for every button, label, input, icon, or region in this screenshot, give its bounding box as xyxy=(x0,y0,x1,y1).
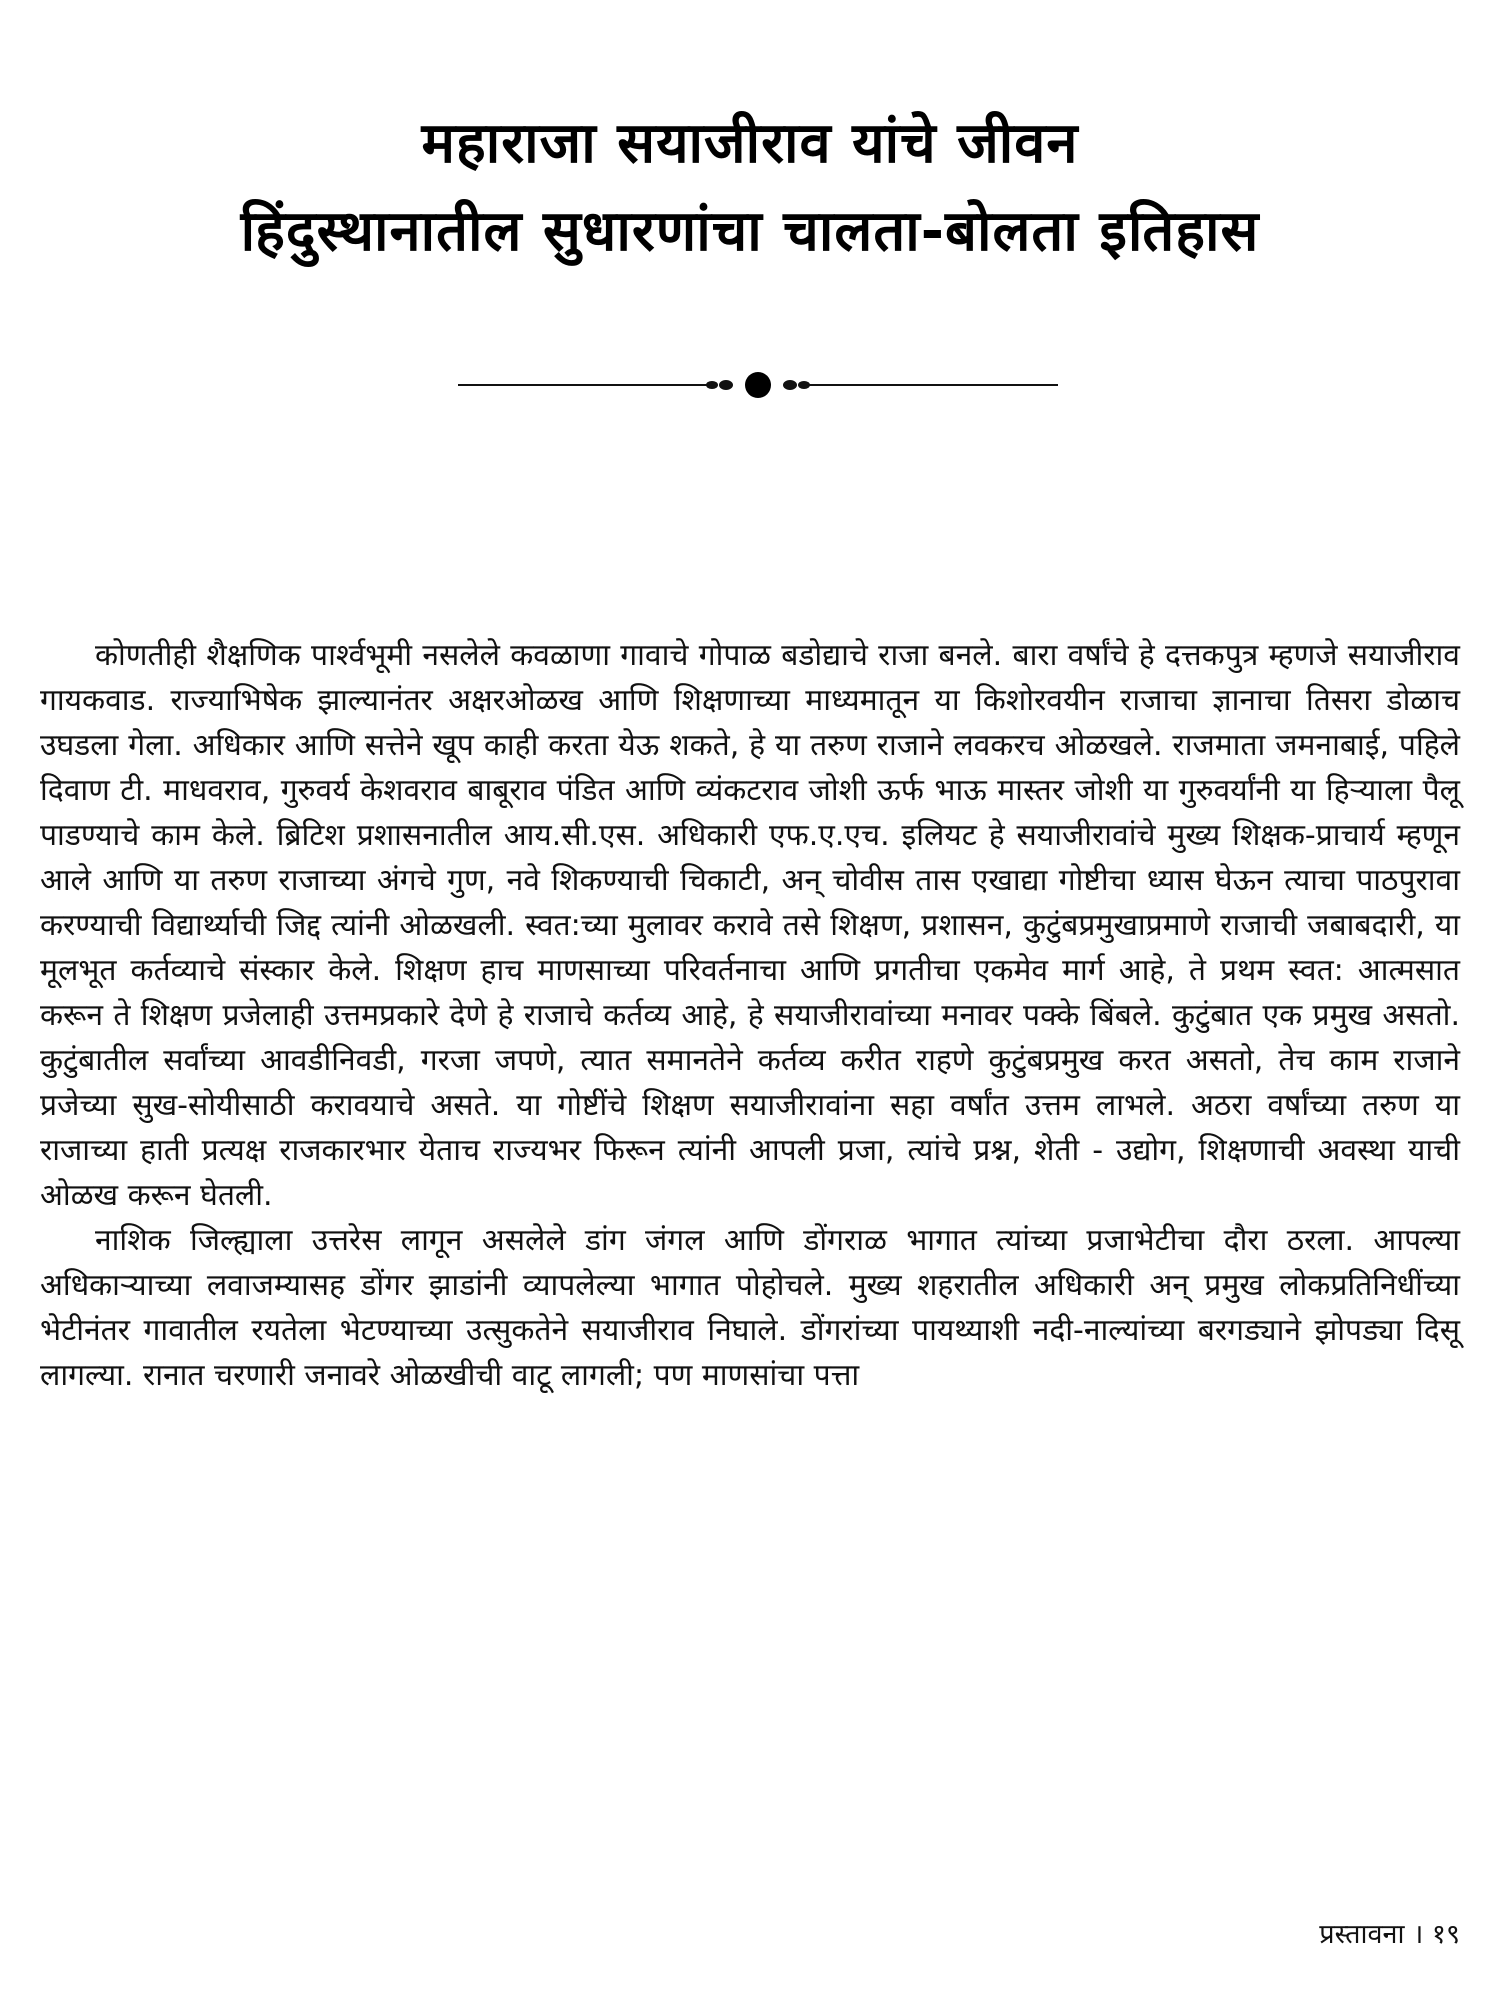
ornament-center-dot xyxy=(745,372,771,398)
ornament-divider xyxy=(458,370,1058,400)
chapter-title xyxy=(60,100,1440,276)
body-text xyxy=(40,633,1460,1398)
ornament-dot-right-inner xyxy=(783,380,797,390)
ornament-dot-left-outer xyxy=(706,381,718,389)
title-line-2: हिंदुस्थानातील सुधारणांचा चालता-बोलता इतिहास xyxy=(240,199,1260,264)
ornament-dot-left-inner xyxy=(719,380,733,390)
title-line-1: महाराजा सयाजीराव यांचे जीवन xyxy=(421,111,1079,176)
page-footer: प्रस्तावना । १९ xyxy=(1319,1919,1460,1950)
paragraph-1: कोणतीही शैक्षणिक पार्श्वभूमी नसलेले कवळाणा गावाचे गोपाळ बडोद्याचे राजा बनले. बारा वर्षांचे हे दत्तकपुत्र म्हणजे सयाजीराव गायकवाड. राज्याभिषेक झाल्यानंतर अक्षरओळख आणि शिक्षणाच्या माध्यमातून या किशोरवयीन राजाचा ज्ञानाचा तिसरा डोळाच उघडला गेला. अधिकार आणि सत्तेने खूप काही करता येऊ शकते, हे या तरुण राजाने लवकरच ओळखले. राजमाता जमनाबाई, पहिले दिवाण टी. माधवराव, गुरुवर्य केशवराव बाबूराव पंडित आणि व्यंकटराव जोशी ऊर्फ भाऊ मास्तर जोशी या गुरुवर्यांनी या हिऱ्याला पैलू पाडण्याचे काम केले. ब्रिटिश प्रशासनातील आय.सी.एस. अधिकारी एफ.ए.एच. इलियट हे सयाजीरावांचे मुख्य शिक्षक-प्राचार्य म्हणून आले आणि या तरुण राजाच्या अंगचे गुण, नवे शिकण्याची चिकाटी, अन् चोवीस तास एखाद्या गोष्टीचा ध्यास घेऊन त्याचा पाठपुरावा करण्याची विद्यार्थ्याची जिद्द त्यांनी ओळखली. स्वत:च्या मुलावर करावे तसे शिक्षण, प्रशासन, कुटुंबप्रमुखाप्रमाणे राजाची जबाबदारी, या मूलभूत कर्तव्याचे संस्कार केले. शिक्षण हाच माणसाच्या परिवर्तनाचा आणि प्रगतीचा एकमेव मार्ग आहे, ते प्रथम स्वत: आत्मसात करून ते शिक्षण प्रजेलाही उत्तमप्रकारे देणे हे राजाचे कर्तव्य आहे, हे सयाजीरावांच्या मनावर पक्के बिंबले. कुटुंबात एक प्रमुख असतो. कुटुंबातील सर्वांच्या आवडीनिवडी, गरजा जपणे, त्यात समानतेने कर्तव्य करीत राहणे कुटुंबप्रमुख करत असतो, तेच काम राजाने प्रजेच्या सुख-सोयीसाठी करावयाचे असते. या गोष्टींचे शिक्षण सयाजीरावांना सहा वर्षांत उत्तम लाभले. अठरा वर्षांच्या तरुण या राजाच्या हाती प्रत्यक्ष राजकारभार येताच राज्यभर फिरून त्यांनी आपली प्रजा, त्यांचे प्रश्न, शेती - उद्योग, शिक्षणाची अवस्था याची ओळख करून घेतली. xyxy=(40,638,1460,1213)
paragraph-2: नाशिक जिल्ह्याला उत्तरेस लागून असलेले डांग जंगल आणि डोंगराळ भागात त्यांच्या प्रजाभेटीचा दौरा ठरला. आपल्या अधिकाऱ्याच्या लवाजम्यासह डोंगर झाडांनी व्यापलेल्या भागात पोहोचले. मुख्य शहरातील अधिकारी अन् प्रमुख लोकप्रतिनिधींच्या भेटीनंतर गावातील रयतेला भेटण्याच्या उत्सुकतेने सयाजीराव निघाले. डोंगरांच्या पायथ्याशी नदी-नाल्यांच्या बरगड्याने झोपड्या दिसू लागल्या. रानात चरणारी जनावरे ओळखीची वाटू लागली; पण माणसांचा पत्ता xyxy=(40,1223,1460,1393)
ornament-dot-right-outer xyxy=(798,381,810,389)
